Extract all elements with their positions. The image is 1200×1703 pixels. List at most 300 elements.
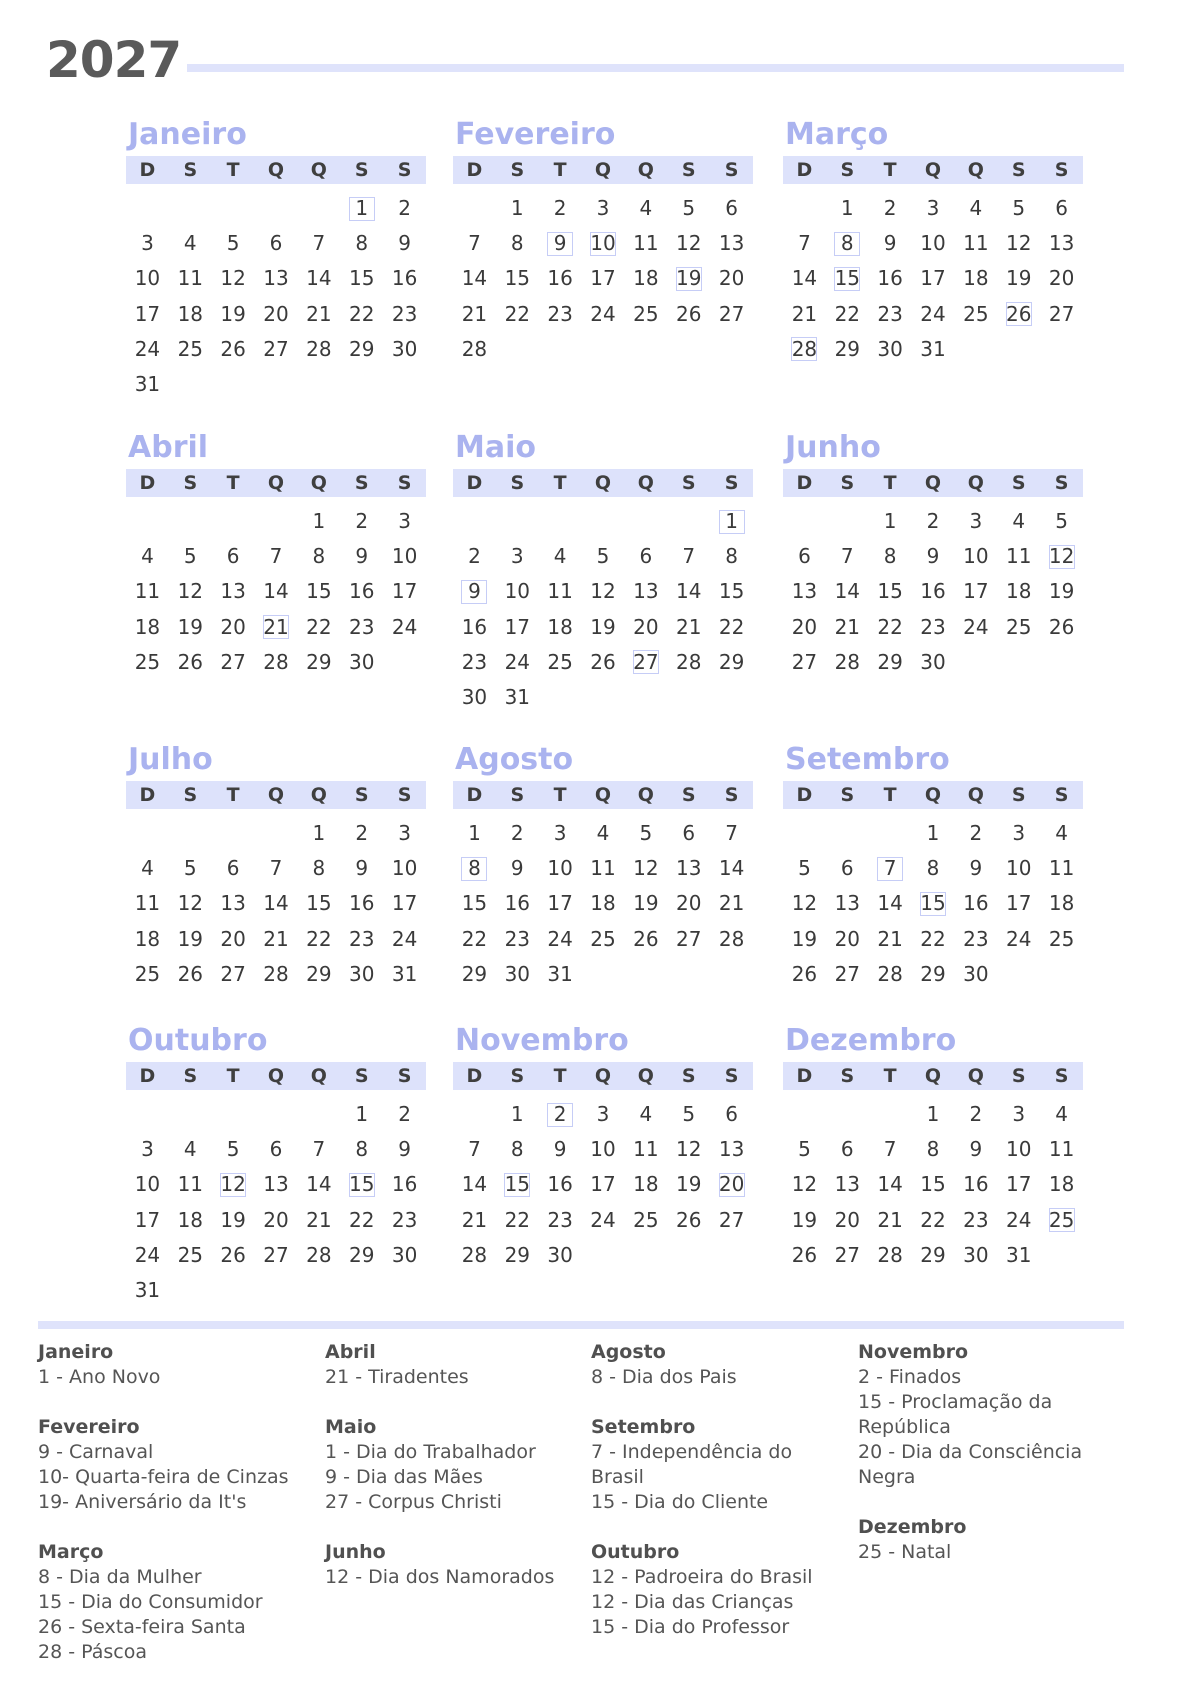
day-cell: 20	[220, 614, 246, 639]
month-name: Junho	[785, 430, 881, 465]
day-cell: 27	[834, 961, 861, 986]
month-name: Novembro	[455, 1023, 629, 1058]
day-cell: 25	[590, 926, 616, 951]
month-name: Dezembro	[785, 1023, 957, 1058]
weekday-label: Q	[594, 784, 612, 806]
day-cell: 29	[877, 649, 903, 674]
day-cell: 23	[504, 926, 531, 951]
day-cell: 20	[633, 614, 659, 639]
day-cell: 21	[676, 614, 702, 639]
day-cell: 18	[963, 266, 989, 291]
day-cell: 13	[263, 1172, 289, 1197]
day-cell: 9	[969, 856, 983, 881]
week-row	[783, 1167, 1083, 1202]
weekday-label: S	[354, 159, 369, 181]
weekday-label: S	[397, 784, 412, 806]
empty-day-cell	[169, 367, 212, 402]
week-row	[783, 1132, 1083, 1167]
weekday-label: S	[840, 784, 855, 806]
week-row	[783, 574, 1083, 609]
day-cell: 5	[226, 1137, 240, 1162]
holiday-group	[325, 1340, 585, 1390]
empty-day-cell	[297, 1273, 340, 1308]
day-cell: 20	[718, 266, 745, 291]
day-cell: 16	[391, 266, 418, 291]
empty-day-cell	[783, 1097, 826, 1132]
day-cell: 25	[177, 1242, 204, 1267]
day-cell: 18	[547, 614, 573, 639]
day-cell: 22	[461, 926, 488, 951]
empty-day-cell	[783, 504, 826, 539]
holiday-day: 20	[710, 1167, 753, 1202]
day-cell: 13	[220, 891, 246, 916]
holidays-section	[38, 1340, 1138, 1680]
day-cell: 10	[391, 544, 418, 569]
day-cell: 18	[633, 266, 659, 291]
holiday-month: Janeiro	[38, 1341, 114, 1363]
weekday-label: Q	[310, 472, 327, 494]
empty-day-cell	[624, 1238, 667, 1273]
empty-day-cell	[783, 816, 826, 851]
empty-day-cell	[582, 332, 625, 367]
holiday-day: 12	[1040, 539, 1083, 574]
day-cell: 24	[134, 1242, 161, 1267]
day-cell: 2	[468, 544, 481, 569]
day-cell: 31	[134, 1277, 161, 1302]
weekday-label: Q	[967, 784, 984, 806]
day-cell: 21	[461, 301, 488, 326]
day-cell: 3	[969, 509, 983, 533]
weekday-label: Q	[267, 1065, 285, 1087]
week-row	[783, 645, 1083, 680]
day-cell: 1	[468, 821, 481, 845]
week-row	[453, 957, 753, 992]
day-cell: 11	[633, 1137, 659, 1162]
holiday-day: 19	[667, 261, 710, 296]
day-cell: 19	[791, 926, 818, 951]
day-cell: 24	[134, 336, 161, 361]
day-cell: 10	[963, 544, 989, 569]
weekday-label: S	[1011, 472, 1026, 494]
day-cell: 9	[553, 1137, 567, 1162]
empty-day-cell	[169, 1097, 212, 1132]
day-cell: 14	[676, 579, 702, 604]
weekday-label: S	[1054, 1065, 1069, 1087]
holiday-day: 15	[912, 886, 955, 921]
days-grid	[783, 504, 1083, 680]
holiday-item: 15 - Proclamação da	[858, 1391, 1053, 1413]
week-row	[453, 332, 753, 367]
empty-day-cell	[667, 504, 710, 539]
weekday-label: S	[724, 1065, 739, 1087]
week-row	[453, 1132, 753, 1167]
day-cell: 2	[969, 821, 983, 845]
day-cell: 25	[963, 301, 989, 326]
day-cell: 6	[798, 544, 811, 569]
day-cell: 24	[391, 614, 418, 639]
day-cell: 15	[306, 579, 332, 604]
day-cell: 25	[547, 649, 573, 674]
weekday-label: S	[1011, 159, 1026, 181]
day-cell: 27	[220, 961, 246, 986]
day-cell: 27	[263, 336, 289, 361]
holiday-day: 9	[539, 226, 582, 261]
holiday-month: Maio	[325, 1416, 377, 1438]
week-row	[453, 297, 753, 332]
days-grid	[453, 1097, 753, 1273]
day-cell: 7	[883, 1137, 897, 1162]
day-cell: 20	[220, 926, 246, 951]
holiday-group	[591, 1415, 851, 1515]
empty-day-cell	[997, 645, 1040, 680]
week-row	[453, 1097, 753, 1132]
empty-day-cell	[297, 367, 340, 402]
empty-day-cell	[624, 957, 667, 992]
day-cell: 3	[141, 1137, 154, 1162]
day-cell: 24	[1006, 1207, 1032, 1232]
day-cell: 22	[306, 926, 332, 951]
weekday-label: Q	[267, 472, 285, 494]
holiday-item: 12 - Dia dos Namorados	[325, 1566, 555, 1588]
day-cell: 27	[834, 1242, 861, 1267]
day-cell: 17	[920, 266, 946, 291]
day-cell: 19	[676, 1172, 702, 1197]
day-cell: 24	[590, 301, 616, 326]
day-cell: 19	[177, 926, 204, 951]
week-row	[453, 1238, 753, 1273]
day-cell: 31	[391, 961, 418, 986]
empty-day-cell	[496, 504, 539, 539]
holiday-month: Agosto	[591, 1341, 666, 1363]
empty-day-cell	[383, 645, 426, 680]
day-cell: 10	[920, 231, 946, 256]
day-cell: 24	[547, 926, 573, 951]
week-row	[126, 574, 426, 609]
holiday-item: 8 - Dia dos Pais	[591, 1366, 737, 1388]
day-cell: 26	[1048, 614, 1075, 639]
weekday-label: S	[183, 784, 198, 806]
week-row	[126, 297, 426, 332]
empty-day-cell	[582, 1238, 625, 1273]
day-cell: 4	[553, 544, 567, 569]
day-cell: 8	[883, 544, 897, 569]
day-cell: 27	[718, 1207, 745, 1232]
weekday-label: Q	[310, 1065, 327, 1087]
week-row	[126, 539, 426, 574]
empty-day-cell	[383, 367, 426, 402]
weekday-header	[783, 469, 1083, 497]
holiday-item: 15 - Dia do Cliente	[591, 1491, 769, 1513]
day-cell: 17	[504, 614, 531, 639]
day-cell: 1	[355, 1102, 369, 1126]
day-cell: 7	[269, 856, 283, 881]
day-cell: 8	[510, 231, 524, 256]
empty-day-cell	[212, 191, 255, 226]
empty-day-cell	[783, 191, 826, 226]
week-row	[126, 1203, 426, 1238]
day-cell: 22	[504, 1207, 531, 1232]
day-cell: 14	[306, 266, 332, 291]
day-cell: 30	[547, 1242, 573, 1267]
day-cell: 13	[718, 1137, 745, 1162]
day-cell: 12	[791, 891, 818, 916]
holiday-item: 25 - Natal	[858, 1541, 952, 1563]
holidays-column	[591, 1340, 851, 1665]
week-row	[453, 226, 753, 261]
day-cell: 19	[633, 891, 659, 916]
day-cell: 2	[926, 509, 940, 533]
day-cell: 21	[877, 926, 903, 951]
day-cell: 24	[504, 649, 531, 674]
day-cell: 17	[391, 891, 418, 916]
day-cell: 3	[398, 509, 411, 533]
day-cell: 30	[461, 684, 488, 709]
day-cell: 16	[349, 579, 375, 604]
days-grid	[126, 504, 426, 680]
holiday-item: 28 - Páscoa	[38, 1641, 147, 1663]
weekday-label: S	[183, 472, 198, 494]
holiday-item: 10- Quarta-feira de Cinzas	[38, 1466, 289, 1488]
empty-day-cell	[255, 1273, 298, 1308]
weekday-label: S	[840, 1065, 855, 1087]
week-row	[453, 504, 753, 539]
empty-day-cell	[255, 191, 298, 226]
weekday-label: Q	[967, 472, 984, 494]
day-cell: 6	[682, 821, 696, 845]
empty-day-cell	[1040, 957, 1083, 992]
day-cell: 4	[639, 196, 653, 220]
day-cell: 25	[177, 336, 204, 361]
empty-day-cell	[212, 367, 255, 402]
day-cell: 4	[596, 821, 610, 845]
day-cell: 2	[398, 1102, 411, 1126]
day-cell: 24	[1006, 926, 1032, 951]
week-row	[783, 610, 1083, 645]
day-cell: 5	[596, 544, 610, 569]
day-cell: 16	[877, 266, 903, 291]
day-cell: 27	[676, 926, 702, 951]
day-cell: 1	[926, 1102, 940, 1126]
weekday-label: Q	[267, 159, 285, 181]
day-cell: 12	[676, 1137, 702, 1162]
day-cell: 16	[920, 579, 946, 604]
empty-day-cell	[169, 1273, 212, 1308]
empty-day-cell	[710, 332, 753, 367]
day-cell: 11	[547, 579, 573, 604]
day-cell: 16	[461, 614, 488, 639]
empty-day-cell	[383, 1273, 426, 1308]
day-cell: 30	[349, 649, 375, 674]
day-cell: 5	[798, 856, 811, 881]
day-cell: 18	[633, 1172, 659, 1197]
empty-day-cell	[710, 680, 753, 715]
week-row	[126, 332, 426, 367]
holiday-item: 2 - Finados	[858, 1366, 962, 1388]
month-name: Maio	[455, 430, 536, 465]
weekday-label: S	[510, 159, 525, 181]
day-cell: 17	[391, 579, 418, 604]
day-cell: 21	[306, 1207, 332, 1232]
day-cell: 19	[1006, 266, 1032, 291]
weekday-header	[453, 1062, 753, 1090]
empty-day-cell	[1040, 645, 1083, 680]
day-cell: 8	[926, 1137, 940, 1162]
day-cell: 21	[461, 1207, 488, 1232]
holiday-group	[325, 1415, 585, 1515]
week-row	[453, 191, 753, 226]
holiday-day: 27	[624, 645, 667, 680]
day-cell: 11	[1006, 544, 1032, 569]
day-cell: 15	[877, 579, 903, 604]
day-cell: 30	[391, 336, 418, 361]
day-cell: 31	[504, 684, 531, 709]
day-cell: 5	[682, 1102, 696, 1126]
week-row	[453, 539, 753, 574]
holiday-day: 21	[255, 610, 298, 645]
day-cell: 8	[312, 856, 326, 881]
day-cell: 7	[269, 544, 283, 569]
day-cell: 18	[134, 926, 161, 951]
day-cell: 9	[398, 231, 411, 256]
week-row	[783, 816, 1083, 851]
day-cell: 27	[718, 301, 745, 326]
day-cell: 29	[349, 336, 375, 361]
holiday-group	[591, 1540, 851, 1640]
weekday-label: D	[796, 472, 813, 494]
weekday-label: S	[681, 472, 696, 494]
day-cell: 10	[547, 856, 573, 881]
holiday-group	[591, 1340, 851, 1390]
holiday-day: 28	[783, 332, 826, 367]
day-cell: 28	[306, 336, 332, 361]
day-cell: 5	[798, 1137, 811, 1162]
day-cell: 2	[969, 1102, 983, 1126]
empty-day-cell	[539, 504, 582, 539]
holidays-column	[38, 1340, 298, 1690]
day-cell: 19	[220, 1207, 246, 1232]
day-cell: 26	[220, 1242, 246, 1267]
day-cell: 19	[590, 614, 616, 639]
day-cell: 25	[633, 301, 659, 326]
holiday-item: Negra	[858, 1466, 916, 1488]
weekday-label: D	[139, 784, 156, 806]
day-cell: 12	[676, 231, 702, 256]
day-cell: 21	[834, 614, 861, 639]
weekday-label: D	[796, 159, 813, 181]
day-cell: 8	[355, 231, 369, 256]
day-cell: 28	[877, 961, 903, 986]
weekday-label: S	[681, 1065, 696, 1087]
empty-day-cell	[340, 1273, 383, 1308]
month-name: Fevereiro	[455, 117, 616, 152]
day-cell: 4	[141, 544, 154, 569]
weekday-label: Q	[967, 159, 984, 181]
day-cell: 13	[834, 891, 861, 916]
holiday-item: 19- Aniversário da It's	[38, 1491, 247, 1513]
day-cell: 3	[510, 544, 524, 569]
day-cell: 13	[834, 1172, 861, 1197]
weekday-label: S	[397, 472, 412, 494]
empty-day-cell	[582, 680, 625, 715]
day-cell: 10	[590, 1137, 616, 1162]
day-cell: 26	[177, 961, 204, 986]
week-row	[783, 1203, 1083, 1238]
holiday-item: 9 - Dia das Mães	[325, 1466, 483, 1488]
day-cell: 4	[639, 1102, 653, 1126]
empty-day-cell	[624, 332, 667, 367]
weekday-label: T	[226, 159, 240, 181]
day-cell: 21	[718, 891, 745, 916]
week-row	[126, 367, 426, 402]
weekday-label: T	[553, 1065, 567, 1087]
day-cell: 17	[1006, 891, 1032, 916]
empty-day-cell	[212, 1097, 255, 1132]
empty-day-cell	[297, 1097, 340, 1132]
day-cell: 8	[725, 544, 738, 569]
day-cell: 12	[177, 891, 204, 916]
day-cell: 9	[969, 1137, 983, 1162]
week-row	[126, 191, 426, 226]
day-cell: 10	[134, 266, 161, 291]
empty-day-cell	[869, 1097, 912, 1132]
empty-day-cell	[1040, 332, 1083, 367]
day-cell: 3	[1012, 821, 1026, 845]
day-cell: 5	[639, 821, 653, 845]
day-cell: 6	[840, 1137, 854, 1162]
day-cell: 1	[312, 821, 326, 845]
day-cell: 14	[263, 891, 289, 916]
holiday-month: Outubro	[591, 1541, 680, 1563]
day-cell: 23	[920, 614, 946, 639]
weekday-label: S	[354, 472, 369, 494]
day-cell: 5	[183, 856, 197, 881]
weekday-label: T	[883, 472, 897, 494]
day-cell: 30	[920, 649, 946, 674]
day-cell: 31	[1006, 1242, 1032, 1267]
weekday-label: S	[1054, 472, 1069, 494]
empty-day-cell	[624, 680, 667, 715]
day-cell: 9	[883, 231, 897, 256]
weekday-label: Q	[267, 784, 285, 806]
weekday-label: Q	[924, 472, 942, 494]
day-cell: 21	[791, 301, 818, 326]
empty-day-cell	[255, 504, 298, 539]
week-row	[126, 886, 426, 921]
day-cell: 26	[676, 1207, 702, 1232]
empty-day-cell	[826, 504, 869, 539]
day-cell: 10	[134, 1172, 161, 1197]
day-cell: 5	[226, 231, 240, 256]
weekday-label: T	[226, 472, 240, 494]
day-cell: 17	[134, 301, 161, 326]
holiday-item: 9 - Carnaval	[38, 1441, 154, 1463]
week-row	[126, 1238, 426, 1273]
month-name: Janeiro	[128, 117, 247, 152]
day-cell: 23	[391, 1207, 418, 1232]
weekday-label: D	[139, 472, 156, 494]
day-cell: 16	[547, 266, 573, 291]
holiday-day: 8	[453, 851, 496, 886]
day-cell: 13	[220, 579, 246, 604]
holiday-day: 7	[869, 851, 912, 886]
weekday-label: D	[796, 784, 813, 806]
day-cell: 17	[1006, 1172, 1032, 1197]
day-cell: 9	[510, 856, 524, 881]
day-cell: 11	[134, 891, 161, 916]
holiday-month: Abril	[325, 1341, 376, 1363]
day-cell: 13	[718, 231, 745, 256]
weekday-label: D	[466, 1065, 483, 1087]
